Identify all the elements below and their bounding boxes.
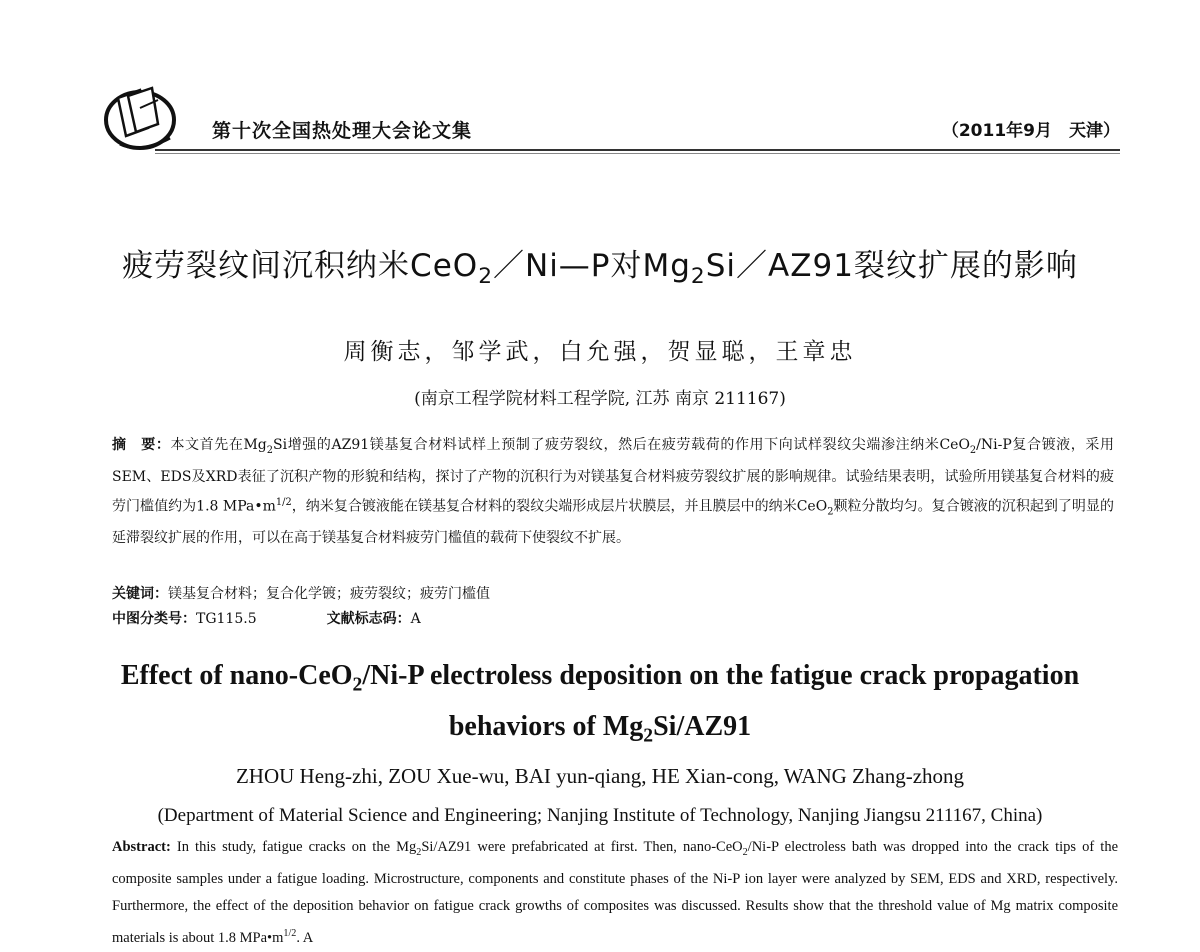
class-number-value: TG115.5	[196, 611, 257, 627]
keywords-label: 关键词：	[112, 586, 168, 602]
keywords-text: 镁基复合材料；复合化学镀；疲劳裂纹；疲劳门槛值	[168, 586, 490, 602]
doc-code-value: A	[410, 611, 421, 627]
doc-code-label: 文献标志码：	[326, 611, 411, 627]
chinese-keywords	[112, 583, 1114, 603]
english-title-line-2: behaviors of $Mg_2Si/AZ91$	[448, 711, 752, 747]
chinese-abstract-label: 摘 要：	[112, 437, 171, 453]
english-abstract-label: Abstract:	[112, 839, 171, 855]
chinese-affiliation: (南京工程学院材料工程学院, 江苏 南京 211167)	[414, 389, 786, 409]
header-rule-thin	[155, 153, 1120, 154]
english-title-line-1: Effect of nano-CeO$_2$/Ni-P electroless deposition on the fatigue crack propagation	[120, 660, 1080, 696]
chinese-abstract: 摘 要：本文首先在$Mg_2Si$增强的AZ91镁基复合材料试样上预制了疲劳裂纹，然后在疲劳载荷的作用下向试样裂纹尖端渗注纳米CeO$_2$/Ni-P复合镀液，采用SEM、EDS及XRD表征了沉积产物的形貌和结构，探讨了产物的沉积行为对镁基复合材料疲劳裂纹扩展的影响规律。试验结果表明，试验所用镁基复合材料的疲劳门槛值约为1.8 $MPa•m^{1/2}$，纳米复合镀液能在镁基复合材料的裂纹尖端形成层片状膜层，并且膜层中的纳米CeO$_2$颗粒分散均匀。复合镀液的沉积起到了明显的延滞裂纹扩展的作用，可以在高于镁基复合材料疲劳门槛值的载荷下使裂纹不扩展。	[112, 437, 1115, 547]
proceedings-logo-icon	[100, 78, 195, 158]
chinese-title: 疲劳裂纹间沉积纳米CeO$_2$／Ni—P对$Mg_2Si/AZ91$裂纹扩展的影响	[122, 248, 1078, 290]
class-number-label: 中图分类号：	[112, 611, 196, 627]
english-authors: ZHOU Heng-zhi, ZOU Xue-wu, BAI yun-qiang, HE Xian-cong, WANG Zhang-zhong	[235, 764, 965, 788]
page-header	[100, 78, 1120, 158]
classification-line	[112, 608, 1114, 628]
header-rule	[155, 149, 1120, 151]
proceedings-title: 第十次全国热处理大会论文集	[212, 120, 473, 142]
conference-date-place: （2011年9月 天津）	[941, 121, 1120, 141]
english-abstract: Abstract: In this study, fatigue cracks on the $Mg_2Si/AZ91$ were prefabricated at first. Then, nano-CeO$_2$/Ni-P electroless bath was dropped into the crack tips of the composite samples under a fatigue loading. Microstructure, components and constitute phases of the Ni-P ion layer were analyzed by SEM, EDS and XRD, respectively. Furthermore, the effect of the deposition behavior on fatigue crack growths of composites was discussed. Results show that the threshold value of Mg matrix composite materials is about 1.8 $MPa•m^{1/2}$. A	[112, 839, 1119, 946]
chinese-authors: 周衡志，邹学武，白允强，贺显聪，王章忠	[343, 339, 857, 365]
english-affiliation: (Department of Material Science and Engineering; Nanjing Institute of Technology, Nanjing Jiangsu 211167, China)	[157, 805, 1043, 826]
